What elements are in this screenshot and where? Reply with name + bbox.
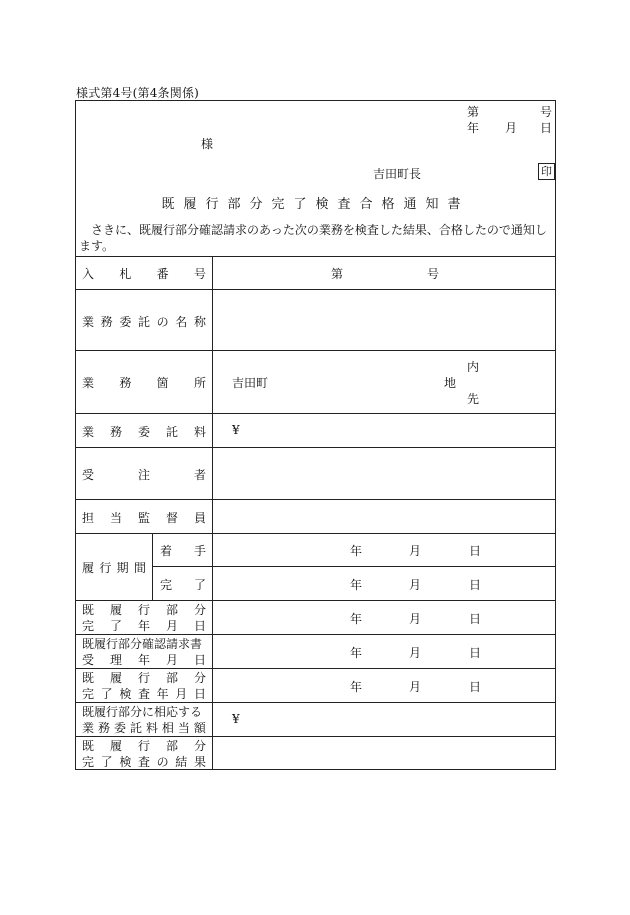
receipt-date-year: 年 xyxy=(350,646,363,660)
supervisor-label: 担 当 監 督 員 xyxy=(82,511,206,525)
request-receipt-date-label: 既履行部分確認請求書 受 理 年 月 日 xyxy=(82,637,206,667)
bid-number-prefix: 第 xyxy=(331,267,344,281)
row-divider xyxy=(75,702,556,703)
inspection-result-label: 既 履 行 部 分 完 了 検 査 の 結 果 xyxy=(82,739,206,769)
inspection-date-day: 日 xyxy=(469,680,482,694)
inspection-date-year: 年 xyxy=(350,680,363,694)
document-title: 既履行部分完了検査合格通知書 xyxy=(161,197,470,212)
location-label: 業 務 箇 所 xyxy=(82,376,206,390)
inspection-date-month: 月 xyxy=(409,680,422,694)
row-divider xyxy=(75,736,556,737)
period-end-label: 完 了 xyxy=(160,578,206,592)
equivalent-fee-yen-mark: ¥ xyxy=(232,712,240,726)
intro-text: さきに、既履行部分確認請求のあった次の業務を検査した結果、合格したので通知します。 xyxy=(79,223,547,253)
doc-date-day: 日 xyxy=(540,121,553,135)
row-divider xyxy=(75,499,556,500)
completion-date-year: 年 xyxy=(350,612,363,626)
period-label: 履 行 期 間 xyxy=(82,561,146,575)
period-subcolumn-divider xyxy=(152,533,153,600)
location-chi: 地 xyxy=(444,376,457,390)
row-divider xyxy=(75,447,556,448)
contract-name-label: 業 務 委 託 の 名 称 xyxy=(82,315,206,329)
bid-number-suffix: 号 xyxy=(427,267,440,281)
fee-label: 業 務 委 託 料 xyxy=(82,425,206,439)
start-date-month: 月 xyxy=(409,544,422,558)
row-divider xyxy=(75,413,556,414)
location-town: 吉田町 xyxy=(232,376,269,390)
addressee-suffix: 様 xyxy=(201,137,214,151)
partial-completion-date-label: 既 履 行 部 分 完 了 年 月 日 xyxy=(82,603,206,633)
row-divider xyxy=(75,634,556,635)
issuer-name: 吉田町長 xyxy=(373,167,422,181)
bid-number-label: 入 札 番 号 xyxy=(82,267,206,281)
table-top-border xyxy=(75,256,556,257)
period-start-label: 着 手 xyxy=(160,544,206,558)
row-divider xyxy=(75,289,556,290)
inspection-date-label: 既 履 行 部 分 完 了 検 査 年 月 日 xyxy=(82,671,206,701)
seal-mark: 印 xyxy=(538,163,555,180)
completion-date-day: 日 xyxy=(469,612,482,626)
start-date-day: 日 xyxy=(469,544,482,558)
doc-date-month: 月 xyxy=(505,121,518,135)
doc-date-year: 年 xyxy=(467,121,480,135)
end-date-day: 日 xyxy=(469,578,482,592)
column-divider xyxy=(212,256,213,770)
equivalent-fee-label: 既履行部分に相応する 業 務 委 託 料 相 当 額 xyxy=(82,705,206,735)
receipt-date-month: 月 xyxy=(409,646,422,660)
row-divider xyxy=(75,600,556,601)
fee-yen-mark: ¥ xyxy=(232,423,240,437)
row-divider xyxy=(75,668,556,669)
receipt-date-day: 日 xyxy=(469,646,482,660)
doc-number-suffix: 号 xyxy=(540,105,553,119)
start-date-year: 年 xyxy=(350,544,363,558)
location-saki: 先 xyxy=(467,392,480,406)
form-number-label: 様式第4号(第4条関係) xyxy=(76,86,200,100)
completion-date-month: 月 xyxy=(409,612,422,626)
location-uchi: 内 xyxy=(467,360,480,374)
doc-number-prefix: 第 xyxy=(467,105,480,119)
row-divider xyxy=(75,533,556,534)
row-divider xyxy=(75,350,556,351)
contractor-label: 受 注 者 xyxy=(82,468,206,482)
end-date-year: 年 xyxy=(350,578,363,592)
end-date-month: 月 xyxy=(409,578,422,592)
